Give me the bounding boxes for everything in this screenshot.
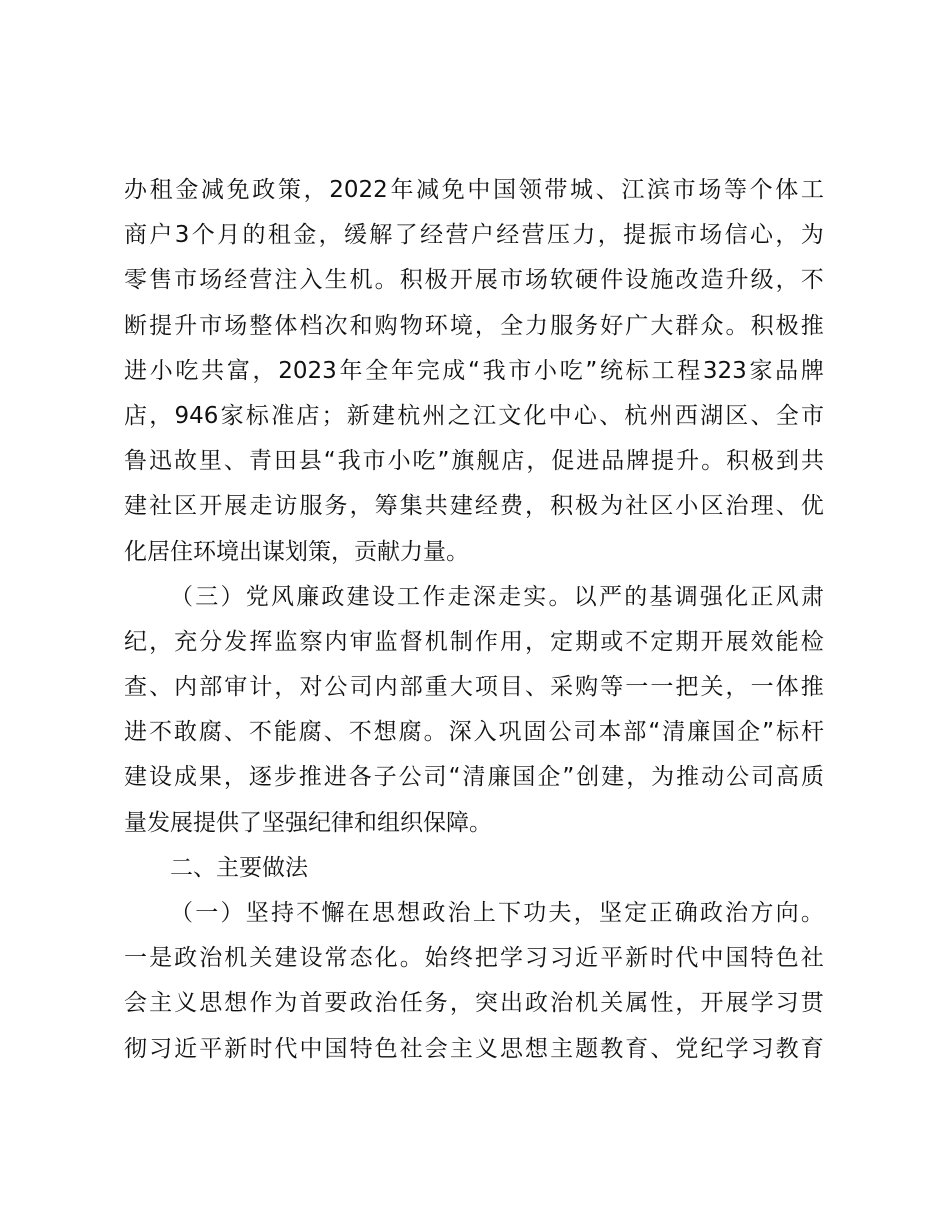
text-line: 鲁 迅 故 里 、 青 田 县 “ 我 市 小 吃 ” 旗 舰 店 ， 促 进 品 牌 提 升 。 积 极 到 共 (124, 448, 824, 475)
text-line: 零 售 市 场 经 营 注 入 生 机 。 积 极 开 展 市 场 软 硬 件 设 施 改 造 升 级 ， 不 (124, 267, 824, 294)
text-line: 化居住环境出谋划策，贡献力量。 (124, 538, 469, 565)
text-line: 一 是 政 治 机 关 建 设 常 态 化 。 始 终 把 学 习 习 近 平 新 时 代 中 国 特 色 社 (124, 945, 824, 972)
text-line: 商 户 3 个 月 的 租 金 ， 缓 解 了 经 营 户 经 营 压 力 ， 提 振 市 场 信 心 ， 为 (124, 222, 824, 249)
text-line: 建 设 成 果 ， 逐 步 推 进 各 子 公 司 “ 清 廉 国 企 ” 创 建 ， 为 推 动 公 司 高 质 (124, 764, 824, 791)
text-line: 会 主 义 思 想 作 为 首 要 政 治 任 务 ， 突 出 政 治 机 关 属 性 ， 开 展 学 习 贯 (124, 990, 824, 1017)
text-line: 办 租 金 减 免 政 策 ， 2022 年 减 免 中 国 领 带 城 、 江 滨 市 场 等 个 体 工 (124, 177, 824, 203)
text-line: 二、主要做法 (170, 854, 308, 881)
text-line: （ 一 ） 坚 持 不 懈 在 思 想 政 治 上 下 功 夫 ， 坚 定 正 确 政 治 方 向 。 (170, 900, 824, 926)
text-line: 查 、 内 部 审 计 ， 对 公 司 内 部 重 大 项 目 、 采 购 等 一 一 把 关 ， 一 体 推 (124, 674, 824, 701)
text-line: 进 小 吃 共 富 ， 2023 年 全 年 完 成 “ 我 市 小 吃 ” 统 标 工 程 323 家 品 牌 (124, 357, 824, 384)
document-body (124, 168, 824, 1072)
text-line: 店 ， 946 家 标 准 店 ； 新 建 杭 州 之 江 文 化 中 心 、 杭 州 西 湖 区 、 全 市 (124, 402, 824, 429)
text-line: 进 不 敢 腐 、 不 能 腐 、 不 想 腐 。 深 入 巩 固 公 司 本 部 “ 清 廉 国 企 ” 标 杆 (124, 719, 824, 746)
text-line: 纪 ， 充 分 发 挥 监 察 内 审 监 督 机 制 作 用 ， 定 期 或 不 定 期 开 展 效 能 检 (124, 628, 824, 655)
text-line: 断 提 升 市 场 整 体 档 次 和 购 物 环 境 ， 全 力 服 务 好 广 大 群 众 。 积 极 推 (124, 312, 824, 339)
text-line: 量发展提供了坚强纪律和组织保障。 (124, 809, 492, 836)
text-line: 彻 习 近 平 新 时 代 中 国 特 色 社 会 主 义 思 想 主 题 教 育 、 党 纪 学 习 教 育 (124, 1035, 824, 1062)
text-line: （ 三 ） 党 风 廉 政 建 设 工 作 走 深 走 实 。 以 严 的 基 调 强 化 正 风 肃 (170, 583, 824, 610)
text-line: 建 社 区 开 展 走 访 服 务 ， 筹 集 共 建 经 费 ， 积 极 为 社 区 小 区 治 理 、 优 (124, 493, 824, 520)
